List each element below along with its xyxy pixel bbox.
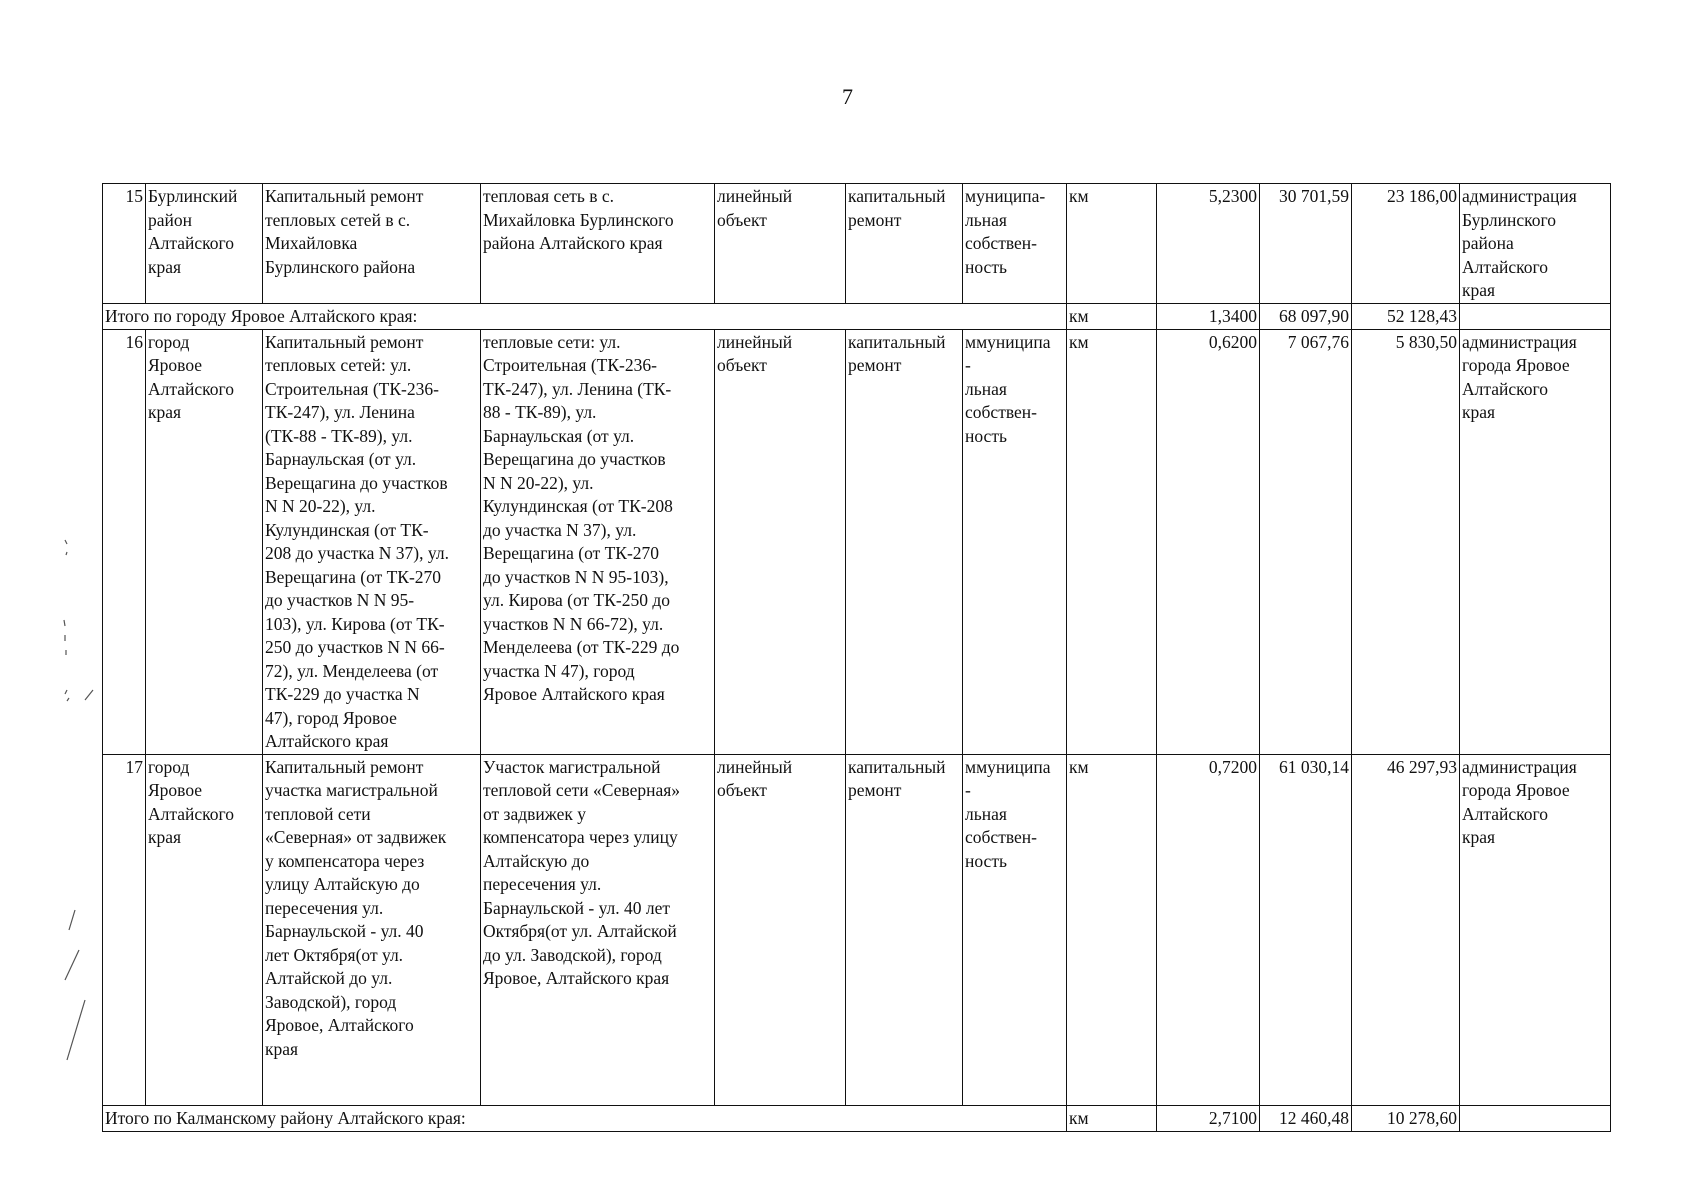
cost-total-cell: 30 701,59	[1260, 184, 1352, 304]
table-row	[103, 329, 1611, 754]
cost-budget-cell: 5 830,50	[1352, 329, 1460, 754]
scan-margin-marks	[55, 530, 115, 1070]
object-cell: тепловая сеть в с. Михайловка Бурлинского района Алтайского края	[481, 184, 715, 304]
table-row	[103, 184, 1611, 304]
total-cost-budget-cell: 10 278,60	[1352, 1105, 1460, 1131]
object-type-cell: линейный объект	[715, 329, 846, 754]
customer-cell: администрация города Яровое Алтайского края	[1460, 329, 1611, 754]
capacity-cell: 0,7200	[1157, 754, 1260, 1105]
ownership-cell: муниципа- льная собствен- ность	[963, 184, 1067, 304]
work-type-cell: капитальный ремонт	[846, 754, 963, 1105]
total-row	[103, 1105, 1611, 1131]
object-cell: тепловые сети: ул. Строительная (ТК-236- ТК-247), ул. Ленина (ТК- 88 - ТК-89), ул. Барнаульская (от ул. Верещагина до участков N N 20-22), ул. Кулундинская (от ТК-208 до участка N 37), ул. Верещагина (от ТК-270 до участков N N 95-103), ул. Кирова (от ТК-250 до участков N N 66-72), ул. Менделеева (от ТК-229 до участка N 47), город Яровое Алтайского края	[481, 329, 715, 754]
work-type-cell: капитальный ремонт	[846, 329, 963, 754]
object-cell: Участок магистральной тепловой сети «Северная» от задвижек у компенсатора через улицу Алтайскую до пересечения ул. Барнаульской - ул. 40 лет Октября(от ул. Алтайской до ул. Заводской), город Яровое, Алтайского края	[481, 754, 715, 1105]
table-row	[103, 754, 1611, 1105]
cost-budget-cell: 46 297,93	[1352, 754, 1460, 1105]
page-number: 7	[842, 84, 853, 109]
activity-cell: Капитальный ремонт участка магистральной тепловой сети «Северная» от задвижек у компенсатора через улицу Алтайскую до пересечения ул. Барнаульской - ул. 40 лет Октября(от ул. Алтайской до ул. Заводской), город Яровое, Алтайского края	[263, 754, 481, 1105]
total-row	[103, 303, 1611, 329]
work-type-cell: капитальный ремонт	[846, 184, 963, 304]
total-capacity-cell: 2,7100	[1157, 1105, 1260, 1131]
cost-budget-cell: 23 186,00	[1352, 184, 1460, 304]
cost-total-cell: 61 030,14	[1260, 754, 1352, 1105]
ownership-cell: ммуниципа - льная собствен- ность	[963, 329, 1067, 754]
total-cost-total-cell: 68 097,90	[1260, 303, 1352, 329]
activity-cell: Капитальный ремонт тепловых сетей в с. Михайловка Бурлинского района	[263, 184, 481, 304]
total-cost-total-cell: 12 460,48	[1260, 1105, 1352, 1131]
total-capacity-cell: 1,3400	[1157, 303, 1260, 329]
total-label: Итого по Калманскому району Алтайского края:	[103, 1105, 1067, 1131]
total-unit-cell: км	[1067, 303, 1157, 329]
object-type-cell: линейный объект	[715, 754, 846, 1105]
total-cost-budget-cell: 52 128,43	[1352, 303, 1460, 329]
total-unit-cell: км	[1067, 1105, 1157, 1131]
investment-program-table	[102, 183, 1611, 1132]
row-number: 15	[103, 184, 146, 304]
unit-cell: км	[1067, 754, 1157, 1105]
unit-cell: км	[1067, 329, 1157, 754]
capacity-cell: 0,6200	[1157, 329, 1260, 754]
row-number: 16	[103, 329, 146, 754]
activity-cell: Капитальный ремонт тепловых сетей: ул. Строительная (ТК-236- ТК-247), ул. Ленина (ТК-88 - ТК-89), ул. Барнаульская (от ул. Верещагина до участков N N 20-22), ул. Кулундинская (от ТК- 208 до участка N 37), ул. Верещагина (от ТК-270 до участков N N 95- 103), ул. Кирова (от ТК- 250 до участков N N 66- 72), ул. Менделеева (от ТК-229 до участка N 47), город Яровое Алтайского края	[263, 329, 481, 754]
total-label: Итого по городу Яровое Алтайского края:	[103, 303, 1067, 329]
municipality-cell: город Яровое Алтайского края	[146, 754, 263, 1105]
customer-cell: администрация города Яровое Алтайского края	[1460, 754, 1611, 1105]
total-customer-cell	[1460, 303, 1611, 329]
municipality-cell: город Яровое Алтайского края	[146, 329, 263, 754]
capacity-cell: 5,2300	[1157, 184, 1260, 304]
row-number: 17	[103, 754, 146, 1105]
customer-cell: администрация Бурлинского района Алтайского края	[1460, 184, 1611, 304]
cost-total-cell: 7 067,76	[1260, 329, 1352, 754]
total-customer-cell	[1460, 1105, 1611, 1131]
municipality-cell: Бурлинский район Алтайского края	[146, 184, 263, 304]
ownership-cell: ммуниципа - льная собствен- ность	[963, 754, 1067, 1105]
unit-cell: км	[1067, 184, 1157, 304]
object-type-cell: линейный объект	[715, 184, 846, 304]
